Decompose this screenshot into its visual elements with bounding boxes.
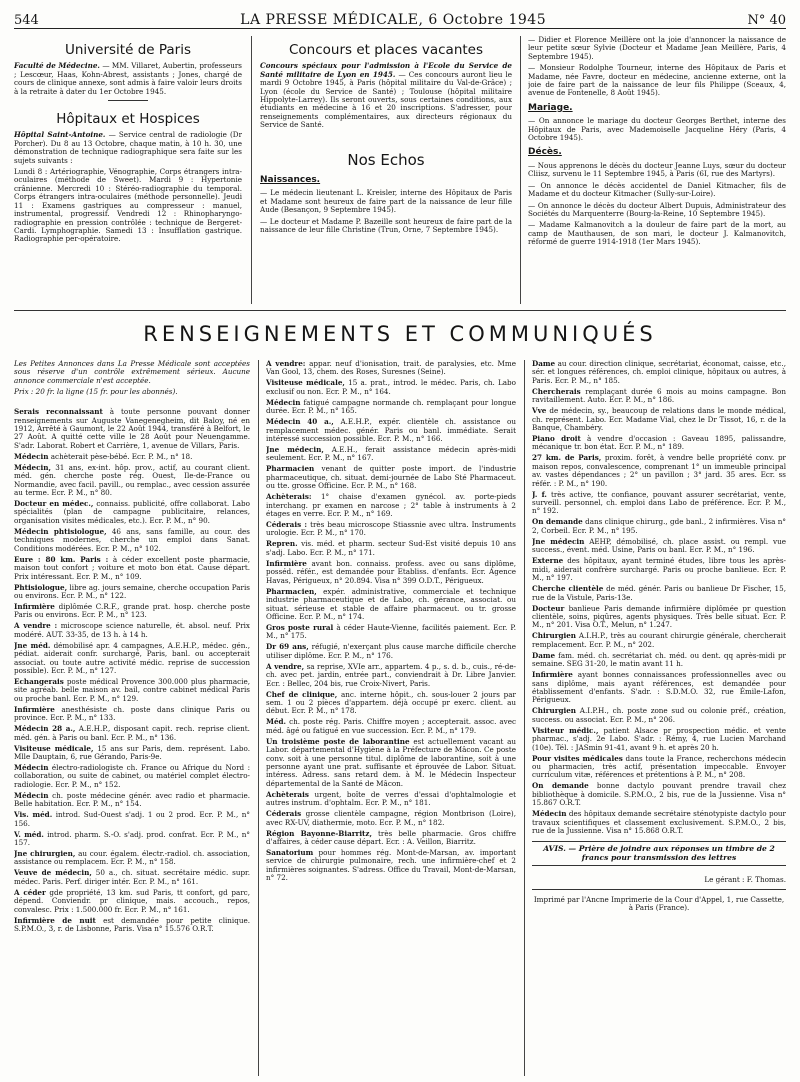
classified-ad — [532, 652, 786, 669]
classified-ad-text: venant de quitter poste import. de l'industrie pharmaceutique, ch. situat. demi-journée de Labo Sté Pharmaceut. ou tte. grosse Officine. Ecr. P. M., n° 168. — [266, 464, 516, 491]
classified-ad-lead: 27 km. de Paris, — [532, 453, 602, 463]
classified-ad-text: connaiss. publicité, offre collaborat. Labo spécialités (plan de campagne publicitaire, relances, organisation visites médicales, etc.). Ecr. P. M., n° 90. — [14, 499, 250, 525]
classified-ad — [14, 917, 250, 934]
classified-ad-lead: Médecin 28 a., — [14, 724, 76, 734]
classified-ad-text: A.E.H.P., expér. clientèle ch. assistance ou remplacement médec. génér. Paris ou banl. immédiate. Serait intéressé succession possible. Ecr. P. M., n° 166. — [266, 417, 516, 444]
section-title-concours: Concours et places vacantes — [288, 42, 484, 58]
classified-ad-lead: Repren. — [266, 539, 298, 549]
hopital-paragraph: Hôpital Saint-Antoine. — Service central de radiologie (Dr Porcher). Du 8 au 13 Octobre, chaque matin, à 10 h. 30, une démonstration de technique radiographique sera faite sur les sujets suivants : — [14, 130, 242, 165]
classified-ad — [266, 691, 516, 716]
classified-ad-text: électro-radiologiste ch. France ou Afrique du Nord : collaboration, ou suite de cabinet, ou matériel complet électro-radiologie. Ecr. P. M., n° 152. — [14, 762, 250, 789]
mariage-heading: Mariage. — [528, 102, 573, 113]
page-header — [14, 6, 786, 29]
classified-ad-text: achèterait pèse-bébé. Ecr. P. M., n° 18. — [50, 451, 193, 461]
classified-ad — [266, 791, 516, 808]
classified-ad-lead: Infirmière — [266, 558, 307, 568]
classified-ad — [266, 624, 516, 641]
classified-ad-lead: Docteur en médec., — [14, 499, 94, 509]
classified-ad-text: de méd. génér. Paris ou banlieue Dr Fischer, 15, rue de la Vistule, Paris-13e. — [532, 584, 786, 602]
classified-ad-lead: Vis. méd. — [14, 810, 53, 820]
classified-ad-text: A.E.H., ferait assistance médecin après-midi seulement. Ecr. P. M., n° 167. — [266, 445, 516, 463]
classified-ad-lead: Veuve de médecin, — [14, 868, 92, 878]
classified-ad-text: diplômée C.R.F., grande prat. hosp. cherche poste Paris ou environs. Ecr. P. M., n° 123. — [14, 601, 250, 620]
naissances-heading: Naissances. — [260, 175, 321, 186]
classified-ad-text: anesthésiste ch. poste dans clinique Paris ou province. Ecr. P. M., n° 133. — [14, 704, 250, 723]
classified-ad-text: 15 ans sur Paris, dem. représent. Labo. Mlle Dauptain, 6, rue Gérando, Paris-9e. — [14, 743, 250, 761]
classified-ad-lead: Vve — [532, 406, 547, 416]
classified-ad-lead: A vendre : — [14, 621, 58, 631]
classified-ad-text: introd. Sud-Ouest s'adj. 1 ou 2 prod. Ecr. P. M., n° 156. — [14, 810, 250, 828]
classified-ad — [532, 671, 786, 705]
classified-ad-text: très belle pharmacie. Gros chiffre d'affaires, à céder cause départ. Ecr. : A. Veillon, Biarritz. — [266, 828, 516, 846]
section-title-hopitaux: Hôpitaux et Hospices — [56, 111, 200, 128]
classifieds-list — [532, 360, 786, 835]
classified-ad-lead: Dr 69 ans, — [266, 642, 309, 652]
classified-ad — [14, 745, 250, 762]
classified-ad-text: très active, tte confiance, pouvant assurer secrétariat, vente, surveill. personnel, ch. emploi dans Labo de préférence. Ecr. P. M., n° 192. — [532, 489, 786, 516]
classified-ad-text: pour hommes rég. Mont-de-Marsan, av. important service de chirurgie pulmonaire, rech. une infirmière-chef et 2 infirmières soignantes. S'adress. Office du Travail, Mont-de-Marsan, n° 72. — [266, 848, 516, 883]
deces-1: — Nous apprenons le décès du docteur Jeanne Luys, sœur du docteur Cliisz, survenu le 11 Septembre 1945, à Paris (6I, rue des Martyrs). — [528, 160, 786, 179]
classified-ad-lead: Eure : 80 km. Paris : — [14, 554, 109, 564]
classifieds-intro: Les Petites Annonces dans La Presse Médicale sont acceptées sous réserve d'un contrôle extrêmement sérieux. Aucune annonce commerciale n'est acceptée. — [14, 360, 250, 385]
classified-ad-text: banlieue Paris demande infirmière diplômée pr question clientèle, soins, piqûres, agents physiques. Très belle situat. Ecr. P. M., n° 201. Visa O.T., Melun, n° 1.247. — [532, 603, 786, 630]
classified-ad-text: grosse clientèle campagne, région Montbrison (Loire), avec RX-UV, diathermie, moto. Ecr. P. M., n° 182. — [266, 809, 516, 827]
classified-ad — [14, 556, 250, 581]
classified-ad — [532, 518, 786, 535]
classified-ad-lead: Infirmière de nuit — [14, 915, 96, 925]
classified-ad-text: à toute personne pouvant donner renseignements sur Auguste Vanegenegheim, dit Baloy, né en 1912, Arrêté à Gaumont, le 22 Août 1944, transféré à Belfort, le 27 Août. A quitté cette ville le 28 Août pour Neuengamme. S'adr. Laborat. Robert et Carrière, 1, avenue de Villars, Paris. — [14, 407, 250, 450]
classified-ad-text: expér. administrative, commerciale et technique industrie pharmaceutique et de Labo, ch. gérance, associat. ou situat. sérieuse et stable de affaire pharmaceut. ou tr. grosse Officine. Ecr. P. M., n° 174. — [266, 586, 516, 621]
classified-ad-text: au cour. égalem. électr.-radiol. ch. association, assistance ou remplacem. Ecr. P. M., n° 158. — [14, 849, 250, 867]
renseignements-title: RENSEIGNEMENTS ET COMMUNIQUÉS — [143, 322, 657, 346]
classified-ad — [14, 850, 250, 867]
column-rule — [251, 36, 252, 304]
classified-ad — [266, 540, 516, 557]
classified-ad-lead: Phtisiologue, — [14, 582, 68, 592]
classified-ad-lead: Jne chirurgien, — [14, 849, 76, 858]
classified-ad-lead: A vendre: — [266, 360, 306, 368]
classified-ad-lead: Chercherais — [532, 386, 581, 396]
classified-ad-lead: Achèterais — [266, 789, 309, 799]
classified-ad — [532, 755, 786, 780]
classified-ad-lead: Piano droit — [532, 434, 581, 444]
classified-ad-text: fam. méd. ch. secrétariat ch. méd. ou dent. qq après-midi pr semaine. SEG 31-20, le matin avant 11 h. — [532, 650, 786, 669]
classified-ad-text: anc. interne hôpit., ch. sous-louer 2 jours par sem. 1 ou 2 pièces d'appartem. déjà occupé pr exerc. client. au début. Ecr. P. M., n° 178. — [266, 689, 516, 716]
classified-ad-text: sa reprise, XVIe arr., appartem. 4 p., s. d. b., cuis., ré-de-ch. avec pet. jardin, entrée part., conviendrait à Dr. Libre Janvier. Ecr. : Bellec, 204 bis, rue Croix-Nivert, Paris. — [266, 661, 516, 688]
classified-ad-lead: Médecin phtisiologue, — [14, 526, 107, 536]
classified-ad-lead: Médecin, — [14, 462, 51, 472]
section-separator — [14, 310, 786, 311]
classified-ad — [14, 792, 250, 809]
classified-ad — [266, 588, 516, 622]
classified-ad-text: AEHP, démobilisé, ch. place assist. ou rempl. vue success., évent. méd. Usine, Paris ou banl. Ecr. P. M., n° 196. — [532, 536, 786, 555]
classified-ad-text: poste médical Provence 300.000 plus pharmacie, site agréab. belle maison av. bail, contre cabinet médical Paris ou proche banl. Ecr. P. M., n° 129. — [14, 676, 250, 703]
classified-ad-lead: Médecin — [532, 809, 567, 819]
classified-ad — [14, 764, 250, 789]
classified-ad-text: est demandée pour petite clinique. S.P.M.O., 3, r. de Lisbonne, Paris. Visa n° 15.576 O.R.T. — [14, 915, 250, 934]
classified-ad-lead: Médecin — [266, 397, 301, 407]
classified-ad — [14, 464, 250, 498]
classified-ad — [14, 642, 250, 676]
classified-ad — [532, 632, 786, 649]
classified-ad — [532, 707, 786, 724]
classified-ad-lead: Chirurgien — [532, 706, 577, 716]
column-universite — [14, 36, 242, 306]
classified-ad — [14, 528, 250, 553]
avis-notice: AVIS. — Prière de joindre aux réponses un timbre de 2 francs pour transmission des lettres — [532, 841, 786, 866]
classified-ad — [532, 557, 786, 582]
classified-ad-lead: V. méd. — [14, 829, 44, 839]
column-rule — [520, 36, 521, 304]
journal-title: LA PRESSE MÉDICALE, 6 Octobre 1945 — [240, 12, 547, 28]
classified-ad — [532, 454, 786, 488]
classifieds-column-3 — [532, 360, 786, 1076]
deces-heading: Décès. — [528, 147, 562, 158]
classified-ad-text: est actuellement vacant au Labor. départemental d'Hygiène à la Préfecture de Mâcon. Ce poste conv. soit à une personne titul. diplôme de laborantine, soit à une personne ayant une prat. suffisante et éprouvée de Labor. Situat. intéress. Adress. sans retard dem. à M. le Médecin Inspecteur départemental de la Santé de Mâcon. — [266, 736, 516, 788]
classified-ad-text: à vendre d'occasion : Gaveau 1895, palissandre, mécanique tr. bon état. Ecr. P. M., n° 189. — [532, 434, 786, 452]
classified-ad — [14, 500, 250, 525]
classifieds-column-1 — [14, 360, 250, 1076]
classified-ad-text: patient Alsace pr prospection médic. et vente pharmac., s'adj. 2e Labo. S'adr. : Rémy, 4, rue Lucien Marchand (10e). Tél. : JASmin 91-41, avant 9 h. et après 20 h. — [532, 725, 786, 752]
classified-ad-lead: On demande — [532, 517, 583, 527]
classified-ad — [266, 643, 516, 660]
classified-ad-lead: Méd. — [266, 717, 287, 727]
classified-ad-text: au cour. direction clinique, secrétariat, économat, caisse, etc., sér. et longues références, ch. emploi clinique, hôpitaux ou autres, à Paris. Ecr. P. M., n° 185. — [532, 360, 786, 385]
issue-number: N° 40 — [747, 13, 786, 28]
classified-ad-text: 1° chaise d'examen gynécol. av. porte-pieds interchang. pr examen en narcose ; 2° table à instruments à 2 étages en verre. Ecr. P. M., n° 169. — [266, 492, 516, 519]
gerant-line: Le gérant : F. Thomas. — [704, 875, 786, 885]
classified-ad — [532, 388, 786, 405]
classified-ad — [14, 889, 250, 914]
faculte-paragraph: Faculté de Médecine. — MM. Villaret, Aubertin, professeurs ; Lescœur, Haas, Kohn-Abrest, assistants ; Jones, chargé de cours de clinique annexe, sont admis à faire valoir leurs droits à la retraite à dater du 1er Octobre 1945. — [14, 61, 242, 96]
naissance-3: — Didier et Florence Meillère ont la joie d'annoncer la naissance de leur petite sœur Sylvie (Docteur et Madame Jean Meillère, Paris, 4 Septembre 1945). — [528, 36, 786, 61]
classified-ad-text: A.E.H.P., disposant capit. rech. reprise client. méd. gén. à Paris ou banl. Ecr. P. M., n° 136. — [14, 724, 250, 742]
classified-ad-text: dans toute la France, recherchons médecin ou pharmacien, très actif, présentation impeccable. Envoyer curriculum vitæ, références et prétentions à P. M., n° 208. — [532, 753, 786, 780]
deces-3: — On annonce le décès du docteur Albert Dupuis, Administrateur des Sociétés du Marquenterre (Bourg-la-Reine, 10 Septembre 1945). — [528, 200, 786, 218]
classified-ad — [266, 521, 516, 538]
column-concours — [260, 36, 512, 306]
classified-ad-lead: Infirmière — [532, 670, 573, 680]
classified-ad-text: appar. neuf d'ionisation, trait. de paralysies, etc. Mme Van Gool, 13, chem. des Roses, Suresnes (Seine). — [266, 360, 516, 377]
classified-ad — [266, 738, 516, 788]
classified-ad — [266, 379, 516, 396]
classified-ad — [532, 407, 786, 432]
classified-ad-lead: Infirmière — [14, 704, 55, 714]
classified-ad-text: 15 a. prat., introd. le médec. Paris, ch. Labo exclusif ou non. Ecr. P. M., n° 164. — [266, 378, 516, 396]
classified-ad-lead: Achèterais: — [266, 492, 312, 502]
classified-ad — [266, 493, 516, 518]
classified-ad-lead: Dame — [532, 650, 556, 660]
classified-ad-text: démobilisé apr. 4 campagnes, A.E.H.P., médec. gén., pédiat. aiderait confr. surchargé, Paris, banl. ou accepterait associat. ou toute autre activité médic. reprise de succession possible). Ecr. P. M., n° 127. — [14, 640, 250, 675]
classified-ad-lead: Céderais — [266, 809, 302, 819]
classified-ad-text: très beau microscope Stiassnie avec ultra. Instruments urologie. Ecr. P. M., n° 170. — [266, 520, 516, 538]
classified-ad-text: à céder excellent poste pharmacie, maison tout confort ; voiture et moto bon état. Cause départ. Prix intéressant. Ecr. P. M., n° 109. — [14, 554, 250, 581]
printer-line: Imprimé par l'Ancne Imprimerie de la Cour d'Appel, 1, rue Cassette, à Paris (France). — [532, 889, 786, 913]
deces-2: — On annonce le décès accidentel de Daniel Kitmacher, fils de Madame et du docteur Kitmacher (Sully-sur-Loire). — [528, 180, 786, 199]
classified-ad-lead: Pour visites médicales — [532, 753, 623, 763]
classified-ad — [14, 869, 250, 886]
classified-ad-lead: Un troisième poste de laborantine — [266, 736, 410, 746]
classified-ad-text: A.I.H.P., très au courant chirurgie générale, chercherait remplacement. Ecr. P. M., n° 202. — [532, 631, 786, 649]
classified-ad-lead: Céderais : — [266, 520, 308, 530]
classified-ad-lead: Docteur — [532, 603, 565, 613]
classified-ad — [266, 849, 516, 883]
classified-ad-text: 46 ans, sans famille, au cour. des techniques modernes, cherche un emploi dans Sanat. Conditions modérées. Ecr. P. M., n° 102. — [14, 526, 250, 553]
classified-ad — [532, 727, 786, 752]
classifieds-price: Prix : 20 fr. la ligne (15 fr. pour les abonnés). — [14, 386, 178, 396]
section-title-echos: Nos Echos — [347, 150, 425, 169]
classified-ad-lead: Chef de clinique, — [266, 689, 338, 699]
classified-ad-text: des hôpitaux, ayant terminé études, libre tous les après-midi, aiderait confrère surchargé. Paris ou proche banlieue. Ecr. P. M., n° 197. — [532, 556, 786, 583]
classified-ad — [14, 453, 250, 461]
column-rule — [258, 360, 259, 1076]
classified-ad-text: gde propriété, 13 km. sud Paris, tt confort, gd parc, dépend. Conviendr. pr clinique, mais. accouch., repos, convalesc. Prix : 1.500.000 fr. Ecr. P. M., n° 161. — [14, 887, 250, 914]
classified-ad — [532, 360, 786, 385]
classified-ad-lead: Externe — [532, 556, 564, 566]
classified-ad — [14, 408, 250, 450]
classified-ad-lead: Médecin — [14, 451, 49, 461]
classified-ad-lead: Chirurgien — [532, 631, 577, 641]
classified-ad-text: microscope science naturelle, ét. absol. neuf. Prix modéré. AUT. 33-35, de 13 h. à 14 h. — [14, 621, 250, 639]
classified-ad-lead: Visiteur médic., — [532, 725, 599, 735]
classified-ad — [266, 465, 516, 490]
classified-ad-text: bonne dactylo pouvant prendre travail chez bibliothèque à domicile. S.P.M.O., 2 bis, rue de la Jussienne. Visa n° 15.867 O.R.T. — [532, 781, 786, 808]
classified-ad — [532, 538, 786, 555]
classified-ad — [532, 585, 786, 602]
classified-ad-lead: Jne méd. — [14, 640, 51, 650]
classified-ad-text: ch. poste médecine génér. avec radio et pharmacie. Belle habitation. Ecr. P. M., n° 154. — [14, 790, 250, 809]
column-echos-suite — [528, 36, 786, 306]
classified-ad-text: remplaçant durée 6 mois au moins campagne. Bon ravitaillement. Auto. Ecr. P. M., n° 186. — [532, 386, 786, 405]
classifieds-column-2 — [266, 360, 516, 1076]
classified-ad — [266, 718, 516, 735]
classified-ad-lead: On demande — [532, 781, 589, 791]
classified-ad-lead: Serais reconnaissant — [14, 407, 103, 417]
classified-ad-text: de médecin, sy., beaucoup de relations dans le monde médical, ch. représent. Labo. Ecr. Madame Vial, chez le Dr Tissot, 16, r. de la Banque, Chambéry. — [532, 406, 786, 433]
classified-ad-text: des hôpitaux demande secrétaire sténotypiste dactylo pour travaux scientifiques et classement exclusivement. S.P.M.O., 2 bis, rue de la Jussienne. Visa n° 15.868 O.R.T. — [532, 809, 786, 835]
classified-ad — [266, 399, 516, 416]
classified-ad-lead: Dame — [532, 360, 556, 368]
naissance-1: — Le médecin lieutenant L. Kreisler, interne des Hôpitaux de Paris et Madame sont heureux de faire part de la naissance de leur fille Aude (Besançon, 9 Septembre 1945). — [260, 188, 512, 215]
hopital-program: Lundi 8 : Artériographie, Vénographie, Corps étrangers intra-oculaires (méthode de Sweet). Mardi 9 : Hypertonie crânienne. Mercredi 10 : Stéréo-radiographie du temporal. Corps étrangers intra-oculaires (méthode personnelle). Jeudi 11 : Examens gastriques au compresseur : manuel, instrumental, progressif. Vendredi 12 : Rhinopharyngo-radiographie en pression contrôlée : technique de Bergeret-Cardi. Lymphographie. Samedi 13 : Insufflation gastrique. Radiographie per-opératoire. — [14, 167, 242, 244]
classified-ad — [14, 831, 250, 848]
classified-ad-lead: Pharmacien, — [266, 586, 317, 596]
classified-ad-lead: Echangerais — [14, 676, 64, 686]
classified-ad — [14, 811, 250, 828]
classified-ad — [14, 678, 250, 703]
classified-ad-lead: J. f. — [532, 489, 547, 499]
classified-ad-text: proxim. forêt, à vendre belle propriété conv. pr maison repos, convalescence, comprenant 1° un immeuble principal av. vastes dépendances ; 2° un pavillon ; 3° jard. 35 ares. Ecr. ss référ. : P. M., n° 190. — [532, 453, 786, 488]
classified-ad — [532, 435, 786, 452]
classified-ad — [266, 830, 516, 847]
classified-ad — [14, 603, 250, 620]
classified-ad-text: libre ag. jours semaine, cherche occupation Paris ou environs. Ecr. P. M., n° 122. — [14, 582, 250, 600]
mariage-paragraph: — On annonce le mariage du docteur Georges Berthet, interne des Hôpitaux de Paris, avec Mademoiselle Jacqueline Héry (Paris, 4 Octobre 1945). — [528, 116, 786, 143]
classified-ad-text: fatigué campagne normande ch. remplaçant pour longue durée. Ecr. P. M., n° 165. — [266, 397, 516, 416]
classified-ad-text: vis. méd. et pharm. secteur Sud-Est visité depuis 10 ans s'adj. Labo. Ecr. P. M., n° 171. — [266, 539, 516, 557]
classified-ad — [14, 706, 250, 723]
classified-ad-lead: Région Bayonne-Biarritz, — [266, 828, 372, 838]
divider — [108, 100, 148, 101]
column-rule — [524, 360, 525, 1076]
naissance-4: — Monsieur Rodolphe Tourneur, interne des Hôpitaux de Paris et Madame, née Favre, docteur en médecine, ancienne externe, ont la joie de faire part de la naissance de leur fils Philippe (Sceaux, 4, avenue de Fontenelle, 8 Août 1945). — [528, 63, 786, 98]
classified-ad-lead: Médecin 40 a., — [266, 417, 334, 427]
classified-ad-lead: Visiteuse médicale, — [266, 378, 345, 388]
classified-ad-lead: Médecin — [14, 790, 49, 800]
classified-ad — [266, 360, 516, 377]
classified-ad-text: introd. pharm. S.-O. s'adj. prod. confrat. Ecr. P. M., n° 157. — [14, 829, 250, 847]
classified-ad — [14, 622, 250, 639]
classified-ad — [532, 605, 786, 630]
deces-4: — Madame Kalmanovitch a la douleur de faire part de la mort, au camp de Mauthausen, de son mari, le docteur J. Kalmanovitch, réformé de guerre 1914-1918 (1er Mars 1945). — [528, 220, 786, 247]
classified-ad — [532, 782, 786, 807]
classified-ad-text: ayant bonnes connaissances professionnelles avec ou sans diplôme, mais ayant références, est demandée pour établissement d'enfants. S'adr. : S.D.M.O. 32, rue Émile-Lafon, Périgueux. — [532, 670, 786, 705]
classified-ad — [14, 725, 250, 742]
classified-ad-text: à céder Haute-Vienne, facilités paiement. Ecr. P. M., n° 175. — [266, 622, 516, 641]
classified-ad-text: 50 a., ch. situat. secrétaire médic. supr. médec. Paris. Perf. diriger intér. Ecr. P. M., n° 161. — [14, 868, 250, 886]
classified-ad — [532, 810, 786, 835]
classified-ad-text: ch. poste rég. Paris. Chiffre moyen ; accepterait. assoc. avec méd. âgé ou fatigué en vue succession. Ecr. P. M., n° 179. — [266, 717, 516, 735]
naissance-2: — Le docteur et Madame P. Bazeille sont heureux de faire part de la naissance de leur fille Christine (Trun, Orne, 7 Septembre 1945). — [260, 216, 512, 235]
classified-ad-lead: Sanatorium — [266, 848, 314, 857]
classified-ad — [266, 418, 516, 443]
classified-ad — [266, 560, 516, 585]
classified-ad-text: A.I.P.H., ch. poste zone sud ou colonie préf., création, success. ou associat. Ecr. P. M., n° 206. — [532, 706, 786, 724]
classified-ad-lead: Gros poste rural — [266, 622, 334, 632]
classified-ad-text: dans clinique chirurg., gde banl., 2 infirmières. Visa n° 2, Corbeil. Ecr. P. M., n° 195. — [532, 517, 786, 535]
classified-ad-lead: Cherche clientèle — [532, 584, 604, 594]
classified-ad-text: réfugié, n'exerçant plus cause marche difficile cherche utiliser diplôme. Ecr. P. M., n° 176. — [266, 642, 516, 660]
section-title-universite: Université de Paris — [64, 42, 191, 58]
classified-ad-lead: Infirmière — [14, 601, 55, 611]
classified-ad-text: avant bon. connaiss. profess. avec ou sans diplôme, posséd. référ., est demandée pour Etabliss. d'enfants. Ecr. Agence Havas, Périgueux, n° 20.894. Visa n° 399 O.D.T., Périgueux. — [266, 558, 516, 585]
classified-ad — [14, 584, 250, 601]
classified-ad — [532, 491, 786, 516]
classified-ad-lead: Pharmacien — [266, 464, 315, 474]
classified-ad-lead: Jne médecin — [532, 536, 585, 546]
page-number: 544 — [14, 13, 39, 28]
classified-ad-lead: Jne médecin, — [266, 445, 324, 455]
classified-ad-lead: Visiteuse médicale, — [14, 743, 94, 753]
classified-ad — [266, 663, 516, 688]
classified-ad-lead: A vendre, — [266, 661, 305, 671]
concours-paragraph: Concours spéciaux pour l'admission à l'Ecole du Service de Santé militaire de Lyon en 1945. — Ces concours auront lieu le mardi 9 Octobre 1945, à Paris (hôpital militaire du Val-de-Grâce) ; Lyon (école du Service de Santé) ; Toulouse (hôpital militaire Hippolyte-Larrey). Ils seront ouverts, sous certaines conditions, aux étudiants en médecine à 16 et 20 inscriptions. S'adresser, pour renseignements complémentaires, aux directeurs régionaux du Service de Santé. — [260, 61, 512, 130]
classified-ad-lead: Médecin — [14, 762, 49, 772]
classified-ad-lead: A céder — [14, 887, 46, 897]
classified-ad-text: urgent, boîte de verres d'essai d'ophtalmologie et autres instrum. d'ophtalm. Ecr. P. M., n° 181. — [266, 789, 516, 808]
classified-ad — [266, 446, 516, 463]
classified-ad — [266, 810, 516, 827]
classified-ad-text: 31 ans, ex-int. hôp. prov., actif, au courant client. méd. gén. cherche poste rég. Ouest, Ile-de-France ou Normandie, avec facil. pavill., ou remplac., avec cession assurée au terme. Ecr. P. M., n° 80. — [14, 462, 250, 498]
